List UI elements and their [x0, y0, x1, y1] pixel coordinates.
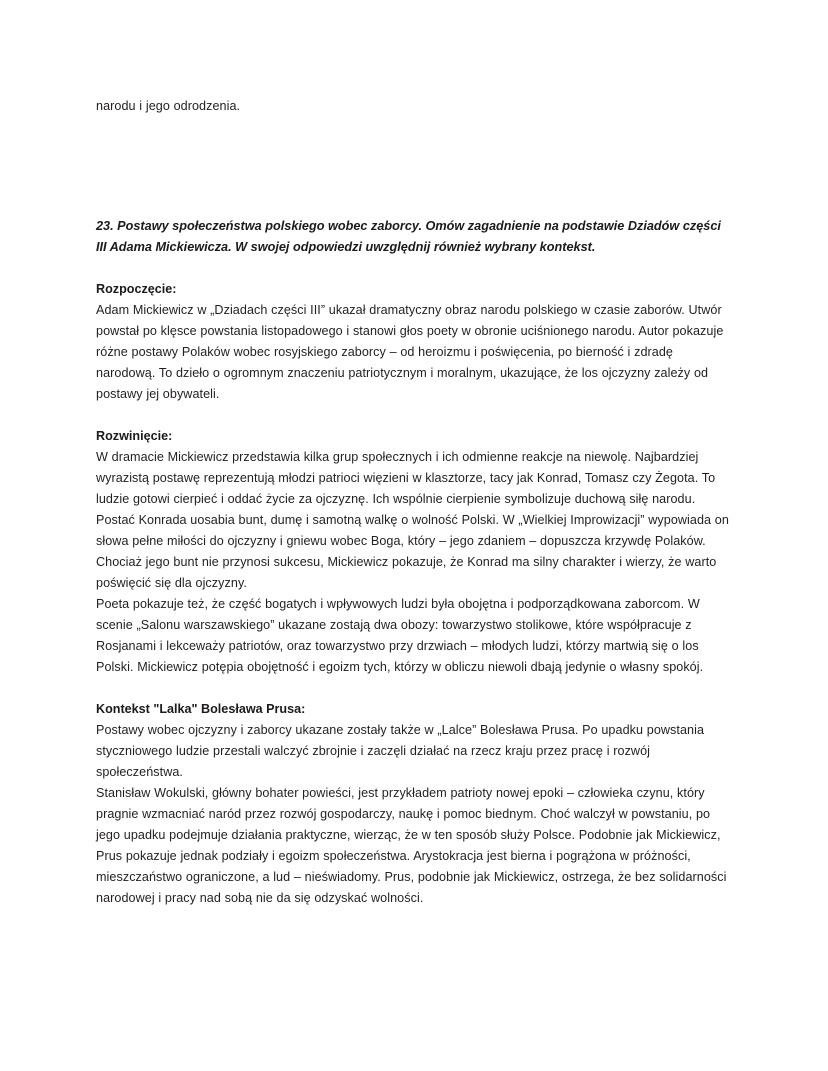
section-heading-kontekst-lalka: Kontekst "Lalka" Bolesława Prusa:	[96, 702, 306, 716]
section-heading-rozpoczecie: Rozpoczęcie:	[96, 282, 177, 296]
spacer-after-title	[96, 258, 734, 279]
spacer-before-kontekst	[96, 678, 734, 699]
continued-paragraph-line: narodu i jego odrodzenia.	[96, 99, 241, 113]
section-paragraph: Postać Konrada uosabia bunt, dumę i samotną walkę o wolność Polski. W „Wielkiej Improwizacji” wypowiada on słowa pełne miłości do ojczyzny i gniewu wobec Boga, który – jego zdaniem – dopuszcza krzywdę Polaków. Chociaż jego bunt nie przynosi sukcesu, Mickiewicz pokazuje, że Konrad ma silny charakter i wierzy, że warto poświęcić się dla ojczyzny.	[96, 513, 729, 590]
section-heading-rozwiniecie: Rozwinięcie:	[96, 429, 173, 443]
section-paragraph: Postawy wobec ojczyzny i zaborcy ukazane zostały także w „Lalce” Bolesława Prusa. Po upadku powstania styczniowego ludzie przestali walczyć zbrojnie i zaczęli działać na rzecz kraju przez pracę i rozwój społeczeństwa.	[96, 723, 705, 779]
section-paragraph: Stanisław Wokulski, główny bohater powieści, jest przykładem patrioty nowej epoki – człowieka czynu, który pragnie wzmacniać naród przez rozwój gospodarczy, naukę i pomoc biednym. Choć walczył w powstaniu, po jego upadku podejmuje działania praktyczne, wierząc, że w ten sposób służy Polsce. Podobnie jak Mickiewicz, Prus pokazuje jednak podziały i egoizm społeczeństwa. Arystokracja jest bierna i pogrążona w próżności, mieszczaństwo ograniczone, a lud – nieświadomy. Prus, podobnie jak Mickiewicz, ostrzega, że bez solidarności narodowej i pracy nad sobą nie da się odzyskać wolności.	[96, 786, 727, 905]
spacer-before-rozwiniecie	[96, 405, 734, 426]
page-content	[96, 96, 734, 909]
spacer-before-title	[96, 117, 734, 216]
essay-prompt-title: 23. Postawy społeczeństwa polskiego wobec zaborcy. Omów zagadnienie na podstawie Dziadów części III Adama Mickiewicza. W swojej odpowiedzi uwzględnij również wybrany kontekst.	[96, 219, 721, 254]
section-paragraph: Adam Mickiewicz w „Dziadach części III” ukazał dramatyczny obraz narodu polskiego w czasie zaborów. Utwór powstał po klęsce powstania listopadowego i stanowi głos poety w obronie uciśnionego narodu. Autor pokazuje różne postawy Polaków wobec rosyjskiego zaborcy – od heroizmu i poświęcenia, po bierność i zdradę narodową. To dzieło o ogromnym znaczeniu patriotycznym i moralnym, ukazujące, że los ojczyzny zależy od postawy jej obywateli.	[96, 303, 724, 401]
section-paragraph: W dramacie Mickiewicz przedstawia kilka grup społecznych i ich odmienne reakcje na niewolę. Najbardziej wyrazistą postawę reprezentują młodzi patrioci więzieni w klasztorze, tacy jak Konrad, Tomasz czy Żegota. To ludzie gotowi cierpieć i oddać życie za ojczyznę. Ich wspólnie cierpienie symbolizuje duchową siłę narodu.	[96, 450, 716, 506]
section-paragraph: Poeta pokazuje też, że część bogatych i wpływowych ludzi była obojętna i podporządkowana zaborcom. W scenie „Salonu warszawskiego” ukazane zostają dwa obozy: towarzystwo stolikowe, które współpracuje z Rosjanami i lekceważy patriotów, oraz towarzystwo przy drzwiach – młodych ludzi, którzy martwią się o los Polski. Mickiewicz potępia obojętność i egoizm tych, którzy w obliczu niewoli dbają jedynie o własny spokój.	[96, 597, 704, 674]
